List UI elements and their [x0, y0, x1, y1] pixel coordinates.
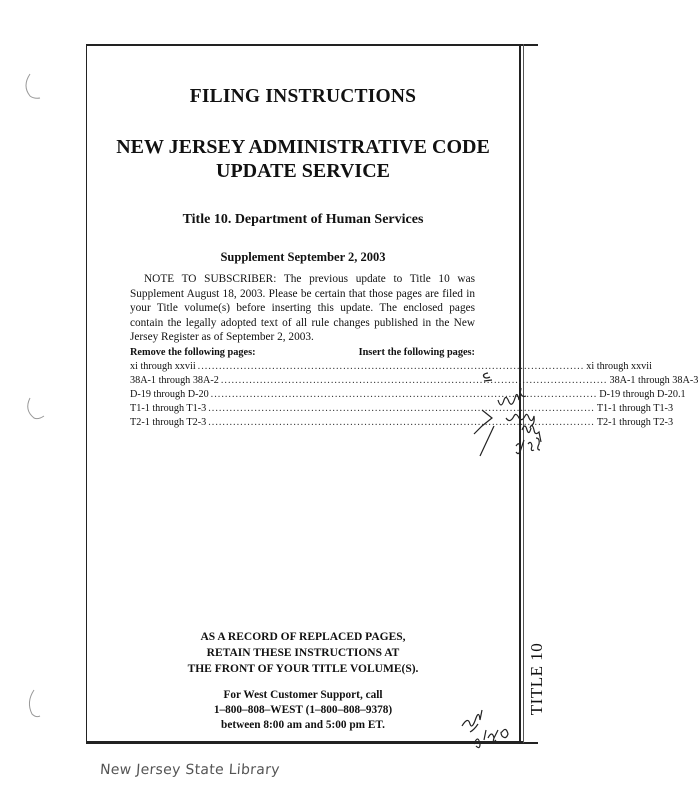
leader-dots: ............................................................................................................. — [220, 375, 608, 386]
remove-pages: xi through xxvii — [130, 361, 196, 372]
code-title-line-1: NEW JERSEY ADMINISTRATIVE CODE — [116, 136, 490, 158]
insert-header: Insert the following pages: — [358, 347, 475, 358]
binder-hole-mark — [29, 690, 40, 717]
bracket-mark — [474, 410, 492, 434]
record-line-2: RETAIN THESE INSTRUCTIONS AT — [206, 647, 400, 659]
page-heading: FILING INSTRUCTIONS — [189, 86, 417, 107]
remove-pages: 38A-1 through 38A-2 — [130, 375, 219, 386]
subscriber-note-text: NOTE TO SUBSCRIBER: The previous update to Title 10 was Supplement August 18, 2003. Please be certain that those pages are filed in your Title volume(s) before inserting this update. The enclosed pages contain the legally adopted text of all rule changes published in the New Jersey Register as of September 2, 2003. — [130, 273, 475, 343]
slash-mark — [480, 426, 494, 456]
remove-header: Remove the following pages: — [130, 347, 256, 358]
insert-pages: 38A-1 through 38A-3 — [609, 375, 698, 386]
supplement-date: Supplement September 2, 2003 — [220, 250, 386, 264]
leader-dots: ............................................................................................................. — [208, 417, 595, 428]
code-title-line-2: UPDATE SERVICE — [216, 160, 390, 182]
insert-pages: T1-1 through T1-3 — [596, 403, 674, 414]
library-stamp: New Jersey State Library — [99, 762, 281, 778]
initials-scribble — [462, 710, 508, 748]
insert-pages: D-19 through D-20.1 — [599, 389, 686, 400]
title-line: Title 10. Department of Human Services — [182, 212, 424, 227]
record-line-3: THE FRONT OF YOUR TITLE VOLUME(S). — [187, 663, 419, 675]
check-mark — [484, 373, 491, 378]
insert-pages: xi through xxvii — [586, 361, 652, 372]
binder-hole-mark — [26, 74, 40, 98]
remove-pages: D-19 through D-20 — [130, 389, 209, 400]
leader-dots: ............................................................................................................. — [210, 389, 598, 400]
leader-dots: ............................................................................................................. — [208, 403, 595, 414]
leader-dots: ............................................................................................................. — [197, 361, 585, 372]
support-line-1: For West Customer Support, call — [223, 689, 383, 701]
remove-pages: T2-1 through T2-3 — [130, 417, 207, 428]
support-line-2: 1–800–808–WEST (1–800–808–9378) — [213, 704, 393, 716]
binder-hole-mark — [28, 398, 44, 419]
record-line-1: AS A RECORD OF REPLACED PAGES, — [200, 631, 406, 643]
margin-note-scribble — [498, 388, 541, 454]
dash-mark — [484, 380, 492, 381]
remove-pages: T1-1 through T1-3 — [130, 403, 207, 414]
insert-pages: T2-1 through T2-3 — [596, 417, 674, 428]
support-line-3: between 8:00 am and 5:00 pm ET. — [221, 719, 385, 731]
title-tab-label: TITLE 10 — [527, 642, 547, 716]
